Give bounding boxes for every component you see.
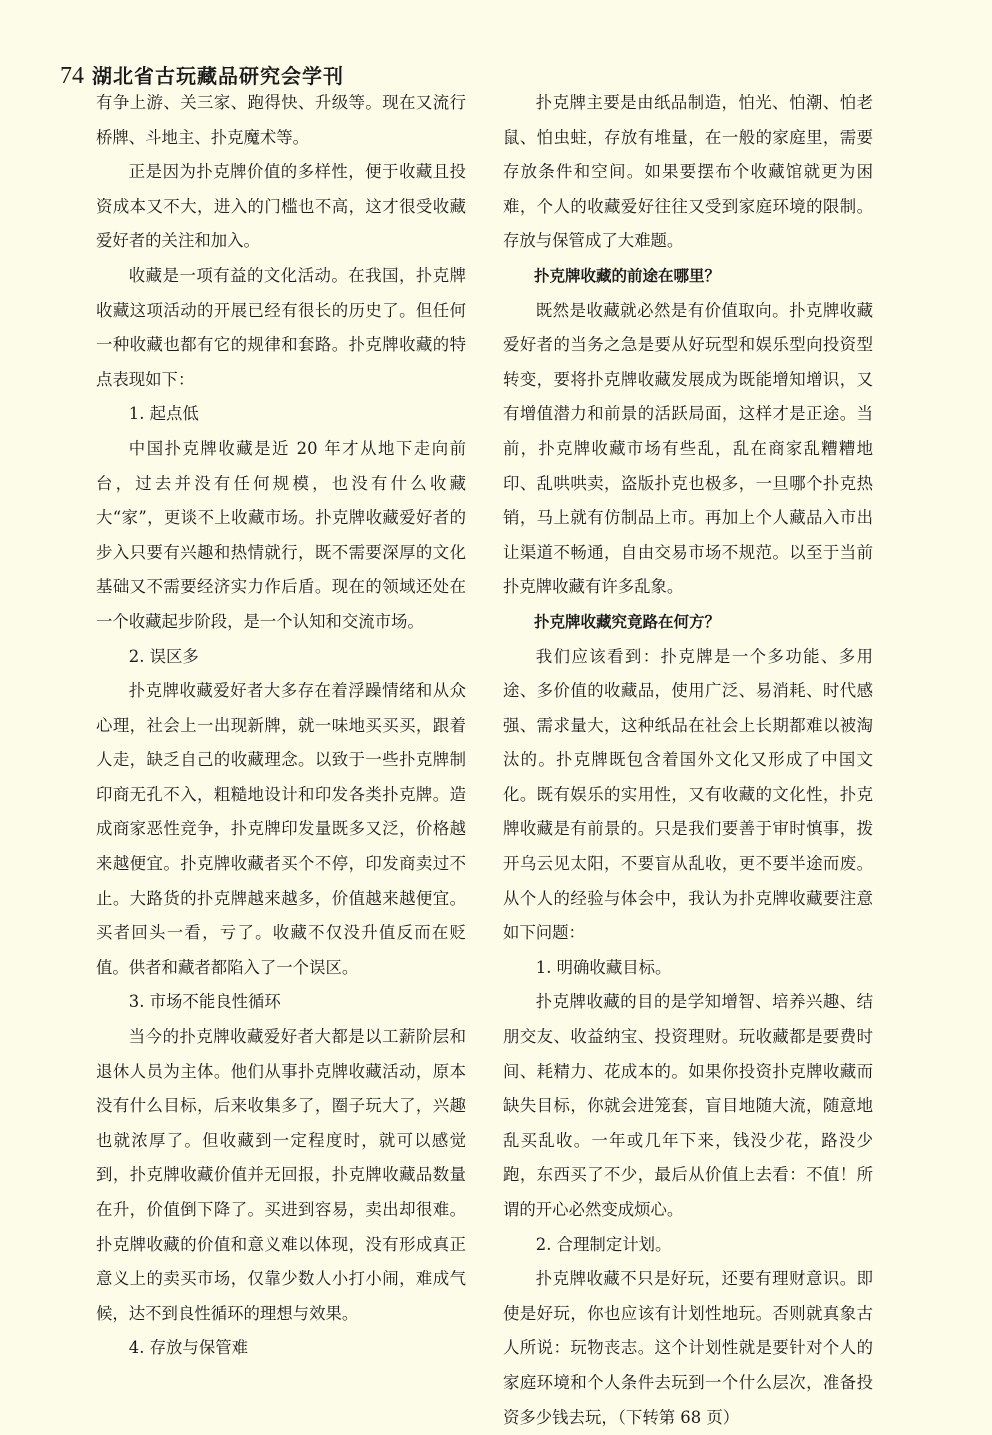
section-item-title: 1. 起点低 xyxy=(128,404,199,424)
section-item-title: 3. 市场不能良性循环 xyxy=(128,992,281,1012)
left-column xyxy=(96,86,466,1366)
journal-title: 湖北省古玩藏品研究会学刊 xyxy=(92,64,344,88)
paragraph: 既然是收藏就必然是有价值取向。扑克牌收藏爱好者的当务之急是要从好玩型和娱乐型向投资型转变，要将扑克牌收藏发展成为既能增知增识，又有增值潜力和前景的活跃局面，这样才是正途。当前，扑克牌收藏市场有些乱，乱在商家乱糟糟地印、乱哄哄卖，盗版扑克也极多，一旦哪个扑克热销，马上就有仿制品上市。再加上个人藏品入市出让渠道不畅通，自由交易市场不规范。以至于当前扑克牌收藏有许多乱象。 xyxy=(503,300,873,597)
paragraph: 收藏是一项有益的文化活动。在我国，扑克牌收藏这项活动的开展已经有很长的历史了。但任何一种收藏也都有它的规律和套路。扑克牌收藏的特点表现如下： xyxy=(96,265,466,389)
section-item-title: 1. 明确收藏目标。 xyxy=(535,957,672,977)
paragraph: 扑克牌收藏的目的是学知增智、培养兴趣、结朋交友、收益纳宝、投资理财。玩收藏都是要费时间、耗精力、花成本的。如果你投资扑克牌收藏而缺失目标，你就会进笼套，盲目地随大流，随意地乱买乱收。一年或几年下来，钱没少花，路没少跑，东西买了不少，最后从价值上去看：不值！所谓的开心必然变成烦心。 xyxy=(503,992,873,1219)
paragraph: 扑克牌收藏爱好者大多存在着浮躁情绪和从众心理，社会上一出现新牌，就一味地买买买，跟着人走，缺乏自己的收藏理念。以致于一些扑克牌制印商无孔不入，粗糙地设计和印发各类扑克牌。造成商家恶性竞争，扑克牌印发量既多又泛，价格越来越便宜。扑克牌收藏者买个不停，印发商卖过不止。大路货的扑克牌越来越多，价值越来越便宜。买者回头一看，亏了。收藏不仅没升值反而在贬值。供者和藏者都陷入了一个误区。 xyxy=(96,681,466,977)
paragraph: 扑克牌收藏不只是好玩，还要有理财意识。即使是好玩，你也应该有计划性地玩。否则就真象古人所说：玩物丧志。这个计划性就是要针对个人的家庭环境和个人条件去玩到一个什么层次，准备投资多少钱去玩，（下转第 68 页） xyxy=(503,1269,873,1427)
paragraph: 正是因为扑克牌价值的多样性，便于收藏且投资成本又不大，进入的门槛也不高，这才很受收藏爱好者的关注和加入。 xyxy=(96,162,466,251)
paragraph: 扑克牌主要是由纸品制造，怕光、怕潮、怕老鼠、怕虫蛀，存放有堆量，在一般的家庭里，需要存放条件和空间。如果要摆布个收藏馆就更为困难，个人的收藏爱好往往又受到家庭环境的限制。存放与保管成了大难题。 xyxy=(503,93,873,251)
paragraph: 我们应该看到：扑克牌是一个多功能、多用途、多价值的收藏品，使用广泛、易消耗、时代感强、需求量大，这种纸品在社会上长期都难以被淘汰的。扑克牌既包含着国外文化又形成了中国文化。既有娱乐的实用性，又有收藏的文化性，扑克牌收藏是有前景的。只是我们要善于审时慎事，拨开乌云见太阳，不要盲从乱收，更不要半途而废。从个人的经验与体会中，我认为扑克牌收藏要注意如下问题： xyxy=(503,646,873,943)
section-heading: 扑克牌收藏的前途在哪里？ xyxy=(534,266,721,285)
section-item-title: 2. 误区多 xyxy=(128,646,199,666)
page-number: 74 xyxy=(60,63,84,89)
section-item-title: 4. 存放与保管难 xyxy=(128,1338,248,1358)
right-column xyxy=(503,86,873,1435)
paragraph: 中国扑克牌收藏是近 20 年才从地下走向前台，过去并没有任何规模，也没有什么收藏大“家”，更谈不上收藏市场。扑克牌收藏爱好者的步入只要有兴趣和热情就行，既不需要深厚的文化基础又不需要经济实力作后盾。现在的领域还处在一个收藏起步阶段，是一个认知和交流市场。 xyxy=(96,438,466,631)
paragraph: 有争上游、关三家、跑得快、升级等。现在又流行桥牌、斗地主、扑克魔术等。 xyxy=(96,93,466,147)
section-heading: 扑克牌收藏究竟路在何方？ xyxy=(534,612,721,631)
section-item-title: 2. 合理制定计划。 xyxy=(535,1234,672,1254)
paragraph: 当今的扑克牌收藏爱好者大都是以工薪阶层和退休人员为主体。他们从事扑克牌收藏活动，原本没有什么目标，后来收集多了，圈子玩大了，兴趣也就浓厚了。但收藏到一定程度时，就可以感觉到，扑克牌收藏价值并无回报，扑克牌收藏品数量在升，价值倒下降了。买进到容易，卖出却很难。扑克牌收藏的价值和意义难以体现，没有形成真正意义上的卖买市场，仅靠少数人小打小闹，难成气候，达不到良性循环的理想与效果。 xyxy=(96,1027,466,1323)
